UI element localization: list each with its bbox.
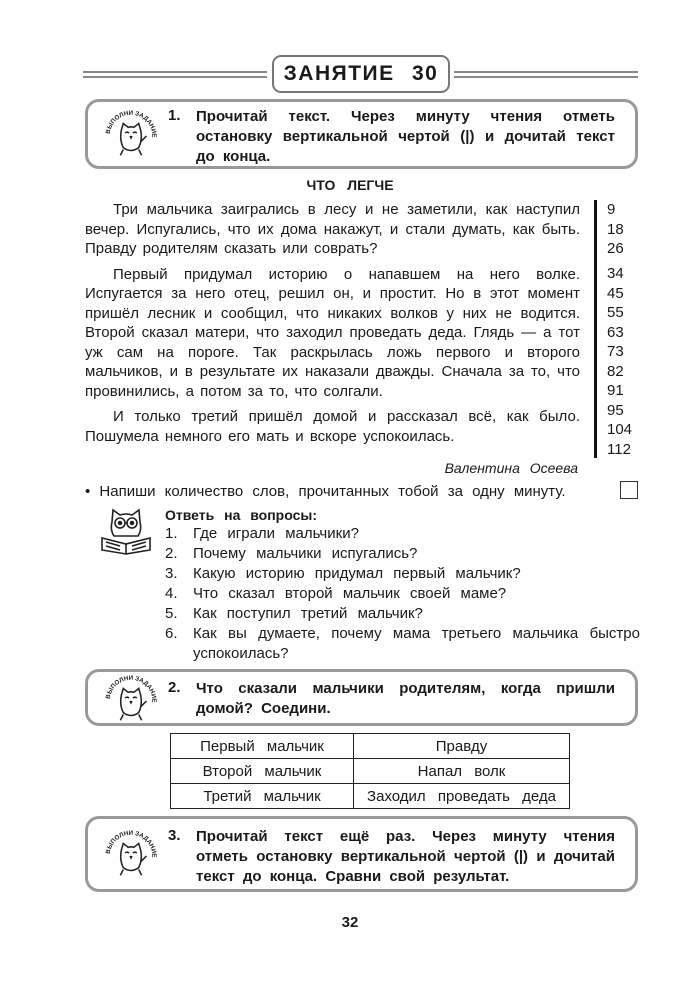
task-number: 2. xyxy=(168,679,181,696)
question-number: 2. xyxy=(165,545,178,562)
story-paragraph: Первый придумал историю о напавшем на него волке. Испугается за него отец, решил он, и простит. Но в этот момент пришёл лесник и сообщил, что никаких волков у них не водится. Второй сказал матери, что заходил проведать деда. Глядь — а тот уж сам на пороге. Так раскрылась ложь первого и второго мальчиков, и в результате их наказали дважды. Сначала за то, что провинились, а потом за то, что солгали. xyxy=(85,265,580,400)
word-counts-group-1 xyxy=(607,200,624,259)
match-left-item[interactable]: Первый мальчик xyxy=(171,734,354,759)
word-counts-group-2 xyxy=(607,264,624,420)
question-text: Почему мальчики испугались? xyxy=(193,545,418,562)
question-text: Что сказал второй мальчик своей маме? xyxy=(193,585,507,602)
word-count-prompt: • Напиши количество слов, прочитанных тобой за одну минуту. xyxy=(85,483,566,500)
table-row xyxy=(171,759,570,784)
word-count: 112 xyxy=(607,440,631,458)
table-row xyxy=(171,734,570,759)
question-text: Как вы думаете, почему мама третьего мальчика быстро успокоилась? xyxy=(193,625,640,662)
question-number: 3. xyxy=(165,565,178,582)
svg-text:ВЫПОЛНИ ЗАДАНИЕ: ВЫПОЛНИ ЗАДАНИЕ xyxy=(104,829,158,858)
owl-task-badge-icon xyxy=(102,672,160,730)
task-instruction: Что сказали мальчики родителям, когда пришли домой? Соедини. xyxy=(196,680,615,717)
word-count: 82 xyxy=(607,362,624,380)
owl-task-badge-icon xyxy=(102,107,160,165)
owl-task-badge-icon xyxy=(102,827,160,885)
word-count: 63 xyxy=(607,323,624,341)
match-left-item[interactable]: Второй мальчик xyxy=(171,759,354,784)
header-rule-left xyxy=(83,71,267,78)
question-text: Какую историю придумал первый мальчик? xyxy=(193,565,521,582)
word-count: 95 xyxy=(607,401,624,419)
match-left-item[interactable]: Третий мальчик xyxy=(171,784,354,809)
page-number: 32 xyxy=(341,914,359,931)
word-count: 73 xyxy=(607,343,624,360)
questions-list xyxy=(165,524,640,664)
word-counts-group-3 xyxy=(607,420,632,459)
question-number: 5. xyxy=(165,605,178,622)
question-item xyxy=(165,624,640,664)
question-item xyxy=(165,604,640,624)
story-paragraph: Три мальчика заигрались в лесу и не заметили, как наступил вечер. Испугались, что их дома накажут, и стали думать, как быть. Правду родителям сказать или соврать? xyxy=(85,201,580,257)
question-item xyxy=(165,564,640,584)
questions-heading: Ответь на вопросы: xyxy=(165,507,318,523)
match-right-item[interactable]: Правду xyxy=(354,734,570,759)
word-count-divider xyxy=(594,200,597,458)
match-table xyxy=(170,733,570,809)
reading-owl-icon xyxy=(96,504,156,556)
word-count: 91 xyxy=(607,382,624,399)
task-number: 1. xyxy=(168,107,181,124)
match-right-item[interactable]: Напал волк xyxy=(354,759,570,784)
task-instruction: Прочитай текст ещё раз. Через минуту чтения отметь остановку вертикальной чертой (|) и дочитай текст до конца. Сравни свой результат. xyxy=(196,828,615,885)
match-right-item[interactable]: Заходил проведать деда xyxy=(354,784,570,809)
task-box-1 xyxy=(85,99,638,169)
svg-text:ВЫПОЛНИ ЗАДАНИЕ: ВЫПОЛНИ ЗАДАНИЕ xyxy=(104,674,158,703)
task-box-3 xyxy=(85,816,638,892)
word-count: 45 xyxy=(607,284,624,302)
story-paragraph: И только третий пришёл домой и рассказал всё, как было. Пошумела немного его мать и вскоре успокоилась. xyxy=(85,408,580,445)
svg-text:ВЫПОЛНИ ЗАДАНИЕ: ВЫПОЛНИ ЗАДАНИЕ xyxy=(104,109,158,138)
header-rule-right xyxy=(454,71,638,78)
word-count: 104 xyxy=(607,421,633,438)
question-number: 1. xyxy=(165,525,178,542)
story-text xyxy=(85,200,580,446)
question-text: Где играли мальчики? xyxy=(193,525,359,542)
task-number: 3. xyxy=(168,827,181,844)
lesson-title: ЗАНЯТИЕ 30 xyxy=(272,55,450,93)
question-number: 4. xyxy=(165,585,178,602)
word-count-answer-box[interactable] xyxy=(620,481,638,499)
word-count: 18 xyxy=(607,220,624,238)
task-instruction: Прочитай текст. Через минуту чтения отметь остановку вертикальной чертой (|) и дочитай текст до конца. xyxy=(196,108,615,165)
word-count: 34 xyxy=(607,265,624,282)
question-item xyxy=(165,524,640,544)
question-number: 6. xyxy=(165,625,178,642)
question-text: Как поступил третий мальчик? xyxy=(193,605,423,622)
task-box-2 xyxy=(85,669,638,726)
story-author: Валентина Осеева xyxy=(444,460,578,476)
question-item xyxy=(165,544,640,564)
word-count: 55 xyxy=(607,304,624,321)
question-item xyxy=(165,584,640,604)
word-count: 9 xyxy=(607,201,616,218)
table-row xyxy=(171,784,570,809)
word-count: 26 xyxy=(607,240,624,257)
story-title: ЧТО ЛЕГЧЕ xyxy=(306,177,394,193)
